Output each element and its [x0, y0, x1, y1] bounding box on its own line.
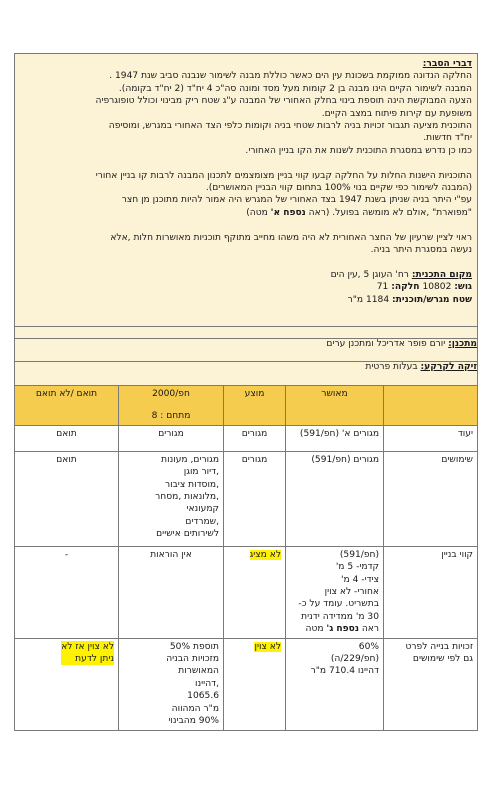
row-proposed	[224, 546, 286, 638]
helka-label: חלקה:	[391, 282, 420, 293]
planner-row	[15, 339, 478, 362]
header-compat	[15, 386, 119, 426]
row-compat: תואם	[15, 425, 119, 451]
annex-c-prefix: ראה	[358, 624, 379, 635]
explanation-line: נעשה במסגרת היתר בניה.	[370, 245, 472, 256]
explanation-line: משופעת עם קירות פיתוח במצב הקיים.	[321, 108, 472, 119]
row-label: שימושים	[384, 451, 478, 546]
row-approved-text: (חפ/591) קדמי- 5 מ' צידי- 4 מ' אחורי- לא צוין בתשריט. עומד על כ- 30 מ' ממדידה ידנית	[298, 549, 379, 622]
row-label: יעוד	[384, 425, 478, 451]
plan-location-label: מקום התכנית:	[411, 269, 472, 280]
land-title-row	[15, 362, 478, 386]
row-approved: מגורים א' (חפ/591)	[286, 425, 384, 451]
explanation-line-annex	[20, 207, 472, 219]
explanation-line: החלקה הנדונה ממוקמת בשכונת עין הים כאשר כוללת מבנה לשימור שנבנה סביב שנת 1947 .	[109, 71, 472, 82]
row-proposed: מגורים	[224, 451, 286, 546]
row-approved: מגורים (חפ/591)	[286, 451, 384, 546]
explanation-spacer	[20, 219, 472, 231]
row-approved: 60% (חפ/229/ה) דהיינו 710.4 מ"ר	[286, 638, 384, 730]
row-label: קווי בניין	[384, 546, 478, 638]
row-label: זכויות בנייה לפרט גם לפי שימושים	[384, 638, 478, 730]
planner-label: מתכנן:	[448, 339, 477, 349]
row-plan-2000: תוספת 50% מזכויות הבניה המאושרות ,דהיינו 1065.6 מ"ר המהווה 90% מהבינוי	[119, 638, 224, 730]
explanation-spacer	[20, 157, 472, 169]
table-row	[15, 425, 478, 451]
header-proposed-text: מוצע	[244, 389, 265, 399]
plan-location-value: רח' העוגן 5 ,עין הים	[330, 269, 412, 280]
explanation-line: כמו כן נדרש במסגרת התוכנית לשנות את הקו בניין האחורי.	[245, 145, 472, 156]
header-approved-text: מאושר	[321, 389, 348, 399]
header-plan-2000-text: חפ/2000	[152, 389, 190, 399]
plan-area	[20, 294, 472, 306]
gush-value: 10802	[419, 282, 455, 293]
compat-highlight: לא צוין אז לא ניתן לדעת	[61, 641, 114, 665]
row-proposed: מגורים	[224, 425, 286, 451]
explanation-line: התוכנית מציעה תגבור זכויות בניה לרבות שטחי בניה וקומות כלפי הצד האחורי במגרש, ומוסיפה	[108, 121, 472, 132]
planner-value: יורם פופר אדריכל ומתכנן ערים	[326, 339, 449, 349]
helka-value: 71	[376, 282, 392, 293]
explanation-line: עפ"י היתר בניה שניתן בשנת 1947 בצד האחורי של המגרש היה אמור להיות מתוכנן מן חצר	[121, 195, 472, 206]
explanation-line: המבנה לשימור הקיים הינו מבנה בן 2 קומות מעל מסד ומונה סה"כ 4 יח"ד (2 יח"ד בקומה).	[118, 83, 472, 94]
explanation-line: התוכניות הישנות החלות על החלקה קבעו קווי בניין מצומצמים לתכנון המבנה לרבות קו בניין אחורי	[95, 170, 472, 181]
explanation-line: ראוי לציין שרעיון של החצר האחורית לא היה משהו מחייב מתוקף תוכניות מאושרות חלות ,אלא	[110, 232, 472, 243]
annex-c-reference: נספח ג'	[326, 624, 359, 635]
plan-info-frame	[14, 53, 478, 386]
header-approved	[286, 386, 384, 426]
explanation-line: "מפוארת" ,אולם לא מומשה בפועל. (ראה	[305, 207, 472, 218]
land-title-label: זיקה לקרקע:	[420, 362, 477, 372]
land-title-value: בעלות פרטית	[365, 362, 421, 372]
row-approved-ref	[290, 623, 379, 635]
row-compat: -	[15, 546, 119, 638]
gush-label: גוש:	[454, 282, 472, 293]
annex-a-reference: נספח א'	[270, 207, 306, 218]
header-plan-2000	[119, 386, 224, 426]
row-compat	[15, 638, 119, 730]
explanation-line: הצעה המבוקשת הינה תוספת בינוי בחלק האחורי של המבנה ע"ג שטח ריק מבינוי וכולל טופוגרפיה	[95, 96, 472, 107]
annex-a-tail: מטה)	[246, 207, 271, 218]
explanation-spacer	[20, 256, 472, 268]
plan-area-label: שטח מגרש/תוכנית:	[392, 294, 472, 305]
explanation-section	[15, 54, 478, 327]
comparison-table	[14, 385, 478, 731]
plan-location	[20, 269, 472, 281]
header-proposed	[224, 386, 286, 426]
explanation-title: דברי הסבר:	[422, 59, 472, 69]
proposed-highlight: לא צוין	[254, 641, 281, 652]
header-label-cell	[384, 386, 478, 426]
table-header-row	[15, 386, 478, 426]
table-row	[15, 638, 478, 730]
row-proposed	[224, 638, 286, 730]
row-approved	[286, 546, 384, 638]
header-compat-text: תואם /לא תואם	[35, 389, 98, 399]
row-plan-2000: אין הוראות	[119, 546, 224, 638]
plan-area-value: 1184 מ"ר	[347, 294, 393, 305]
plan-parcel	[20, 281, 472, 293]
row-plan-2000: מגורים, מעונות ,דיור מוגן ,מוסדות ציבור ,מלונאות ,מסחר קמעונאי ,שמרדים לשירותים אישיים	[119, 451, 224, 546]
spacer-row	[15, 327, 478, 339]
proposed-highlight: לא מציג	[249, 549, 281, 560]
explanation-line: יח"ד חדשות.	[423, 133, 472, 144]
table-row	[15, 451, 478, 546]
row-plan-2000: מגורים	[119, 425, 224, 451]
table-row	[15, 546, 478, 638]
row-compat: תואם	[15, 451, 119, 546]
plan-sheet	[15, 53, 478, 731]
annex-c-suffix: מטה	[305, 624, 327, 635]
header-plan-2000-sub: מתחם : 8	[151, 411, 191, 422]
explanation-line: (המבנה לשימור כפי שקיים בנוי 100% בתחום קווי הבניין המאושרים).	[205, 183, 472, 194]
